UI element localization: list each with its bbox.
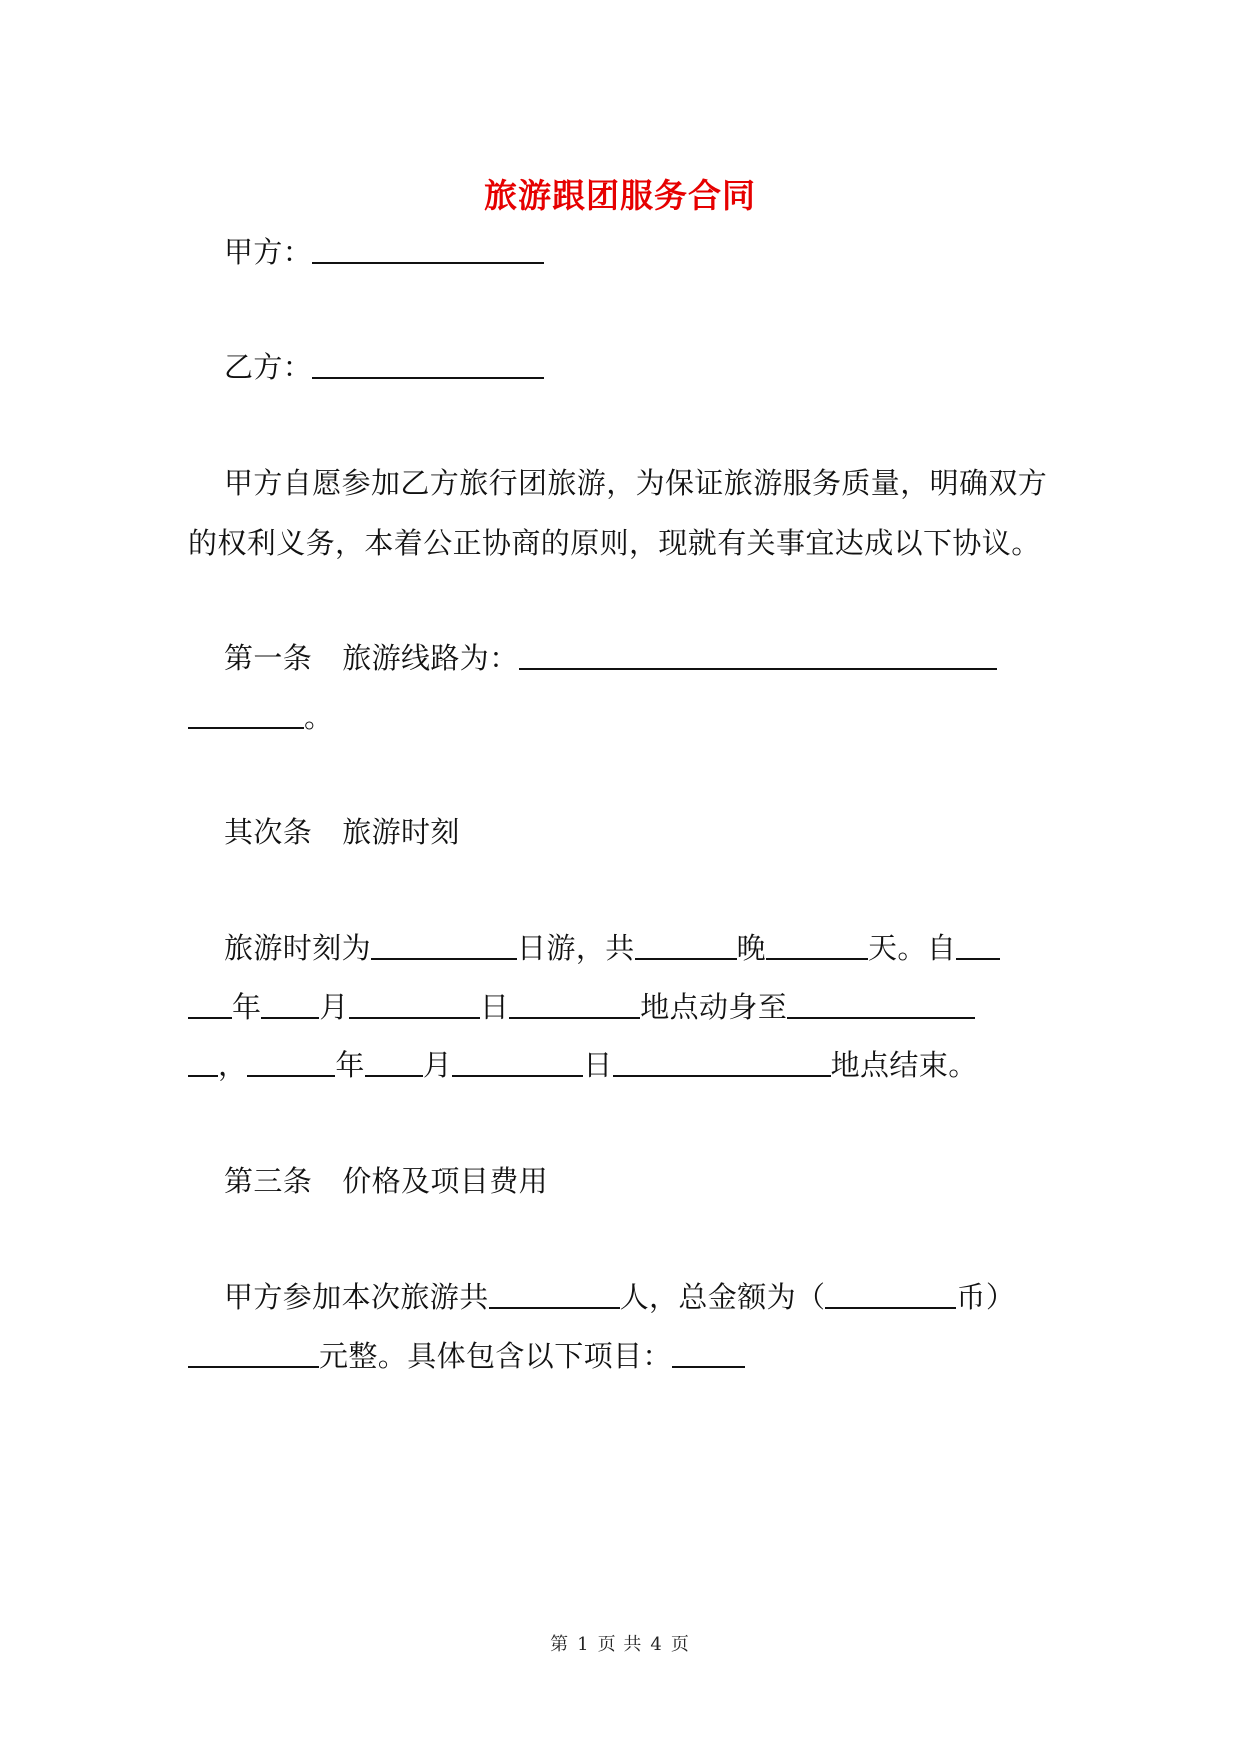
party-a-line — [224, 230, 1058, 274]
time-line-3 — [188, 1043, 1058, 1087]
document-title — [0, 173, 1240, 219]
day-tour-text: 日游，共 — [517, 931, 635, 965]
currency-close-text: 币） — [956, 1280, 1016, 1314]
footer-page-suffix: 页 — [670, 1634, 690, 1655]
price-line-1 — [224, 1275, 1058, 1319]
article-2-title: 旅游时刻 — [342, 815, 460, 849]
depart-place-blank — [509, 987, 640, 1019]
nights-text: 晚 — [736, 931, 767, 965]
destination-blank-1 — [787, 987, 975, 1019]
people-count-blank — [489, 1277, 620, 1309]
currency-blank — [825, 1277, 956, 1309]
start-day-blank — [349, 987, 480, 1019]
end-day-blank — [452, 1045, 583, 1077]
party-a-label: 甲方： — [224, 235, 313, 269]
start-year-blank-1 — [956, 928, 1000, 960]
intro-text-2: 的权利义务，本着公正协商的原则，现就有关事宜达成以下协议。 — [188, 526, 1041, 560]
time-line-2 — [188, 985, 1058, 1029]
end-place-blank — [613, 1045, 831, 1077]
article-3-heading — [224, 1159, 1058, 1203]
end-place-text: 地点结束。 — [830, 1048, 978, 1082]
destination-blank-2 — [188, 1045, 218, 1077]
price-line-2 — [188, 1334, 1058, 1378]
days-from-text: 天。自 — [868, 931, 957, 965]
footer-page-prefix: 第 — [550, 1634, 570, 1655]
party-b-label: 乙方： — [224, 350, 313, 384]
time-intro: 旅游时刻为 — [224, 931, 372, 965]
article-3-number: 第三条 — [224, 1164, 313, 1198]
party-b-line — [224, 345, 1058, 389]
route-blank-1 — [519, 638, 997, 670]
footer-total-pages: 4 — [650, 1634, 663, 1655]
price-intro: 甲方参加本次旅游共 — [224, 1280, 489, 1314]
start-day-text: 日 — [479, 990, 510, 1024]
article-1-period: 。 — [304, 700, 334, 734]
page-footer — [0, 1633, 1240, 1657]
party-b-blank — [312, 347, 544, 379]
article-2-heading — [224, 810, 1058, 854]
end-year-blank — [247, 1045, 335, 1077]
items-blank — [672, 1336, 745, 1368]
article-3-title: 价格及项目费用 — [342, 1164, 549, 1198]
start-month-text: 月 — [319, 990, 349, 1024]
start-year-text: 年 — [232, 990, 262, 1024]
title-text: 旅游跟团服务合同 — [484, 176, 756, 215]
article-1-continuation — [188, 695, 1058, 739]
comma-text: ， — [218, 1048, 248, 1082]
end-year-text: 年 — [335, 1048, 365, 1082]
footer-page-mid: 页 共 — [597, 1634, 643, 1655]
start-year-blank-2 — [188, 987, 232, 1019]
intro-line-2 — [188, 521, 1058, 565]
yuan-items-text: 元整。具体包含以下项目： — [319, 1339, 672, 1373]
article-2-number: 其次条 — [224, 815, 313, 849]
people-total-text: 人，总金额为（ — [619, 1280, 826, 1314]
intro-text-1: 甲方自愿参加乙方旅行团旅游，为保证旅游服务质量，明确双方 — [224, 466, 1048, 500]
time-line-1 — [224, 926, 1058, 970]
days-blank — [766, 928, 868, 960]
article-1-number: 第一条 — [224, 641, 313, 675]
nights-blank — [635, 928, 737, 960]
end-month-text: 月 — [422, 1048, 453, 1082]
route-blank-2 — [188, 697, 304, 729]
footer-current-page: 1 — [577, 1634, 590, 1655]
intro-line-1 — [224, 461, 1058, 505]
article-1-line — [224, 636, 1058, 680]
depart-place-text: 地点动身至 — [640, 990, 788, 1024]
end-month-blank — [365, 1045, 423, 1077]
end-day-text: 日 — [583, 1048, 613, 1082]
amount-blank — [188, 1336, 319, 1368]
article-1-label: 旅游线路为： — [342, 641, 519, 675]
start-month-blank — [261, 987, 319, 1019]
party-a-blank — [312, 232, 544, 264]
tour-days-blank — [371, 928, 517, 960]
